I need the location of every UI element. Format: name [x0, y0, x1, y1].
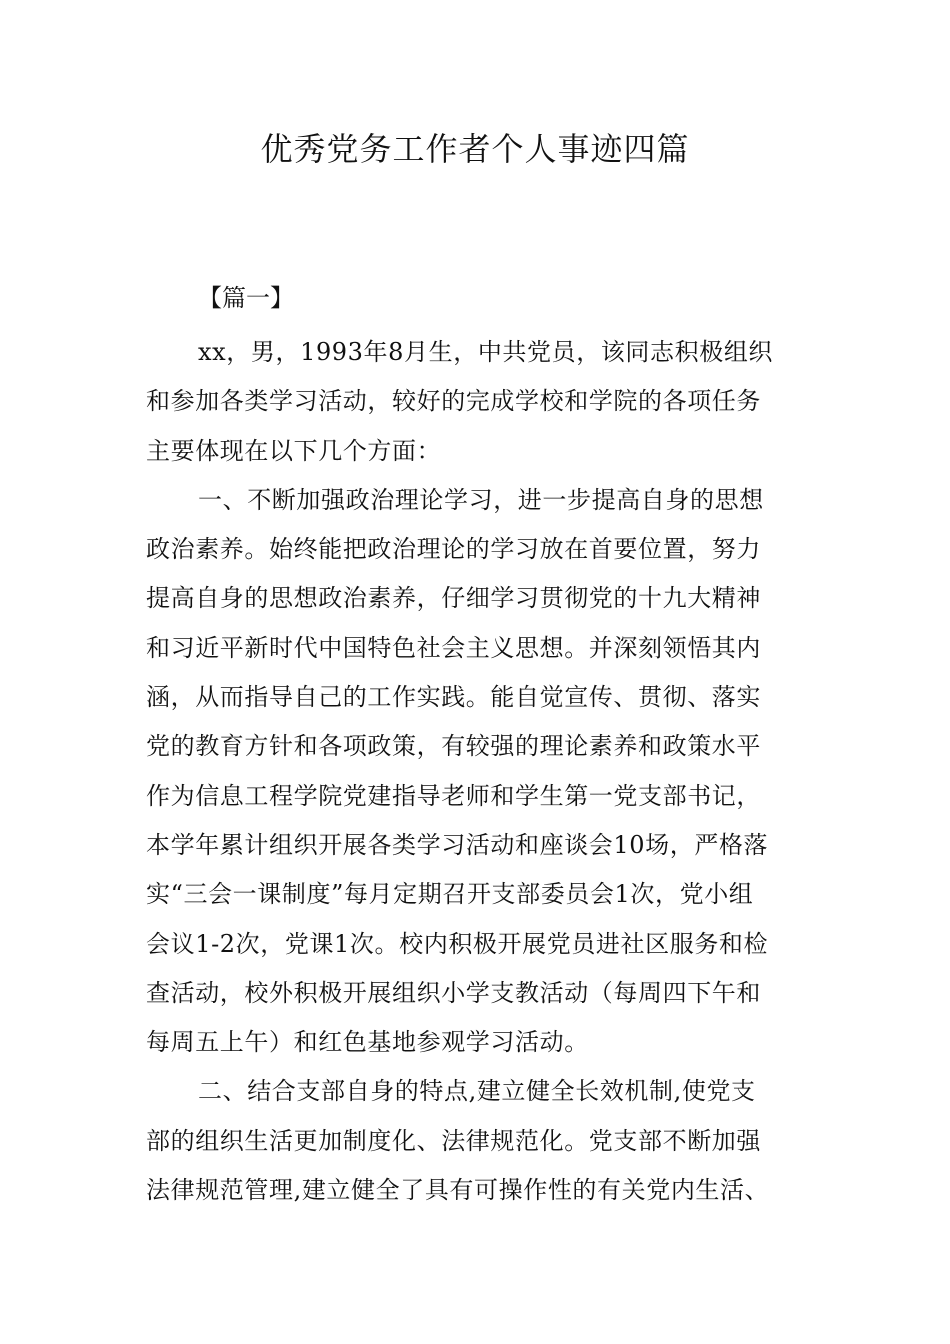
document-title: 优秀党务工作者个人事迹四篇 — [260, 130, 690, 168]
paragraph-3 — [146, 1067, 806, 1215]
paragraph-1 — [146, 328, 806, 476]
paragraph-line: xx，男，1993年8月生，中共党员，该同志积极组织 — [198, 338, 774, 366]
paragraph-line: 和习近平新时代中国特色社会主义思想。并深刻领悟其内 — [146, 633, 761, 662]
document-body — [146, 328, 806, 1215]
paragraph-line: 二、结合支部自身的特点,建立健全长效机制,使党支 — [198, 1077, 756, 1106]
paragraph-line: 会议1-2次，党课1次。校内积极开展党员进社区服务和检 — [146, 929, 769, 958]
paragraph-line: 实“三会一课制度”每月定期召开支部委员会1次，党小组 — [146, 880, 754, 909]
paragraph-line: 涵，从而指导自己的工作实践。能自觉宣传、贯彻、落实 — [146, 683, 761, 712]
paragraph-line: 部的组织生活更加制度化、法律规范化。党支部不断加强 — [146, 1126, 761, 1155]
paragraph-line: 作为信息工程学院党建指导老师和学生第一党支部书记， — [146, 781, 761, 810]
paragraph-line: 查活动，校外积极开展组织小学支教活动（每周四下午和 — [146, 978, 761, 1007]
paragraph-line: 党的教育方针和各项政策，有较强的理论素养和政策水平 — [146, 732, 761, 761]
paragraph-line: 本学年累计组织开展各类学习活动和座谈会10场，严格落 — [146, 830, 769, 859]
paragraph-line: 每周五上午）和红色基地参观学习活动。 — [146, 1028, 589, 1057]
paragraph-line: 提高自身的思想政治素养，仔细学习贯彻党的十九大精神 — [146, 584, 761, 613]
paragraph-2 — [146, 476, 806, 1068]
section-heading: 【篇一】 — [198, 284, 294, 312]
paragraph-line: 政治素养。始终能把政治理论的学习放在首要位置，努力 — [146, 535, 761, 564]
paragraph-line: 法律规范管理,建立健全了具有可操作性的有关党内生活、 — [146, 1176, 770, 1205]
paragraph-line: 和参加各类学习活动，较好的完成学校和学院的各项任务 — [146, 387, 761, 416]
paragraph-line: 主要体现在以下几个方面： — [146, 436, 442, 465]
paragraph-line: 一、不断加强政治理论学习，进一步提高自身的思想 — [198, 485, 764, 514]
